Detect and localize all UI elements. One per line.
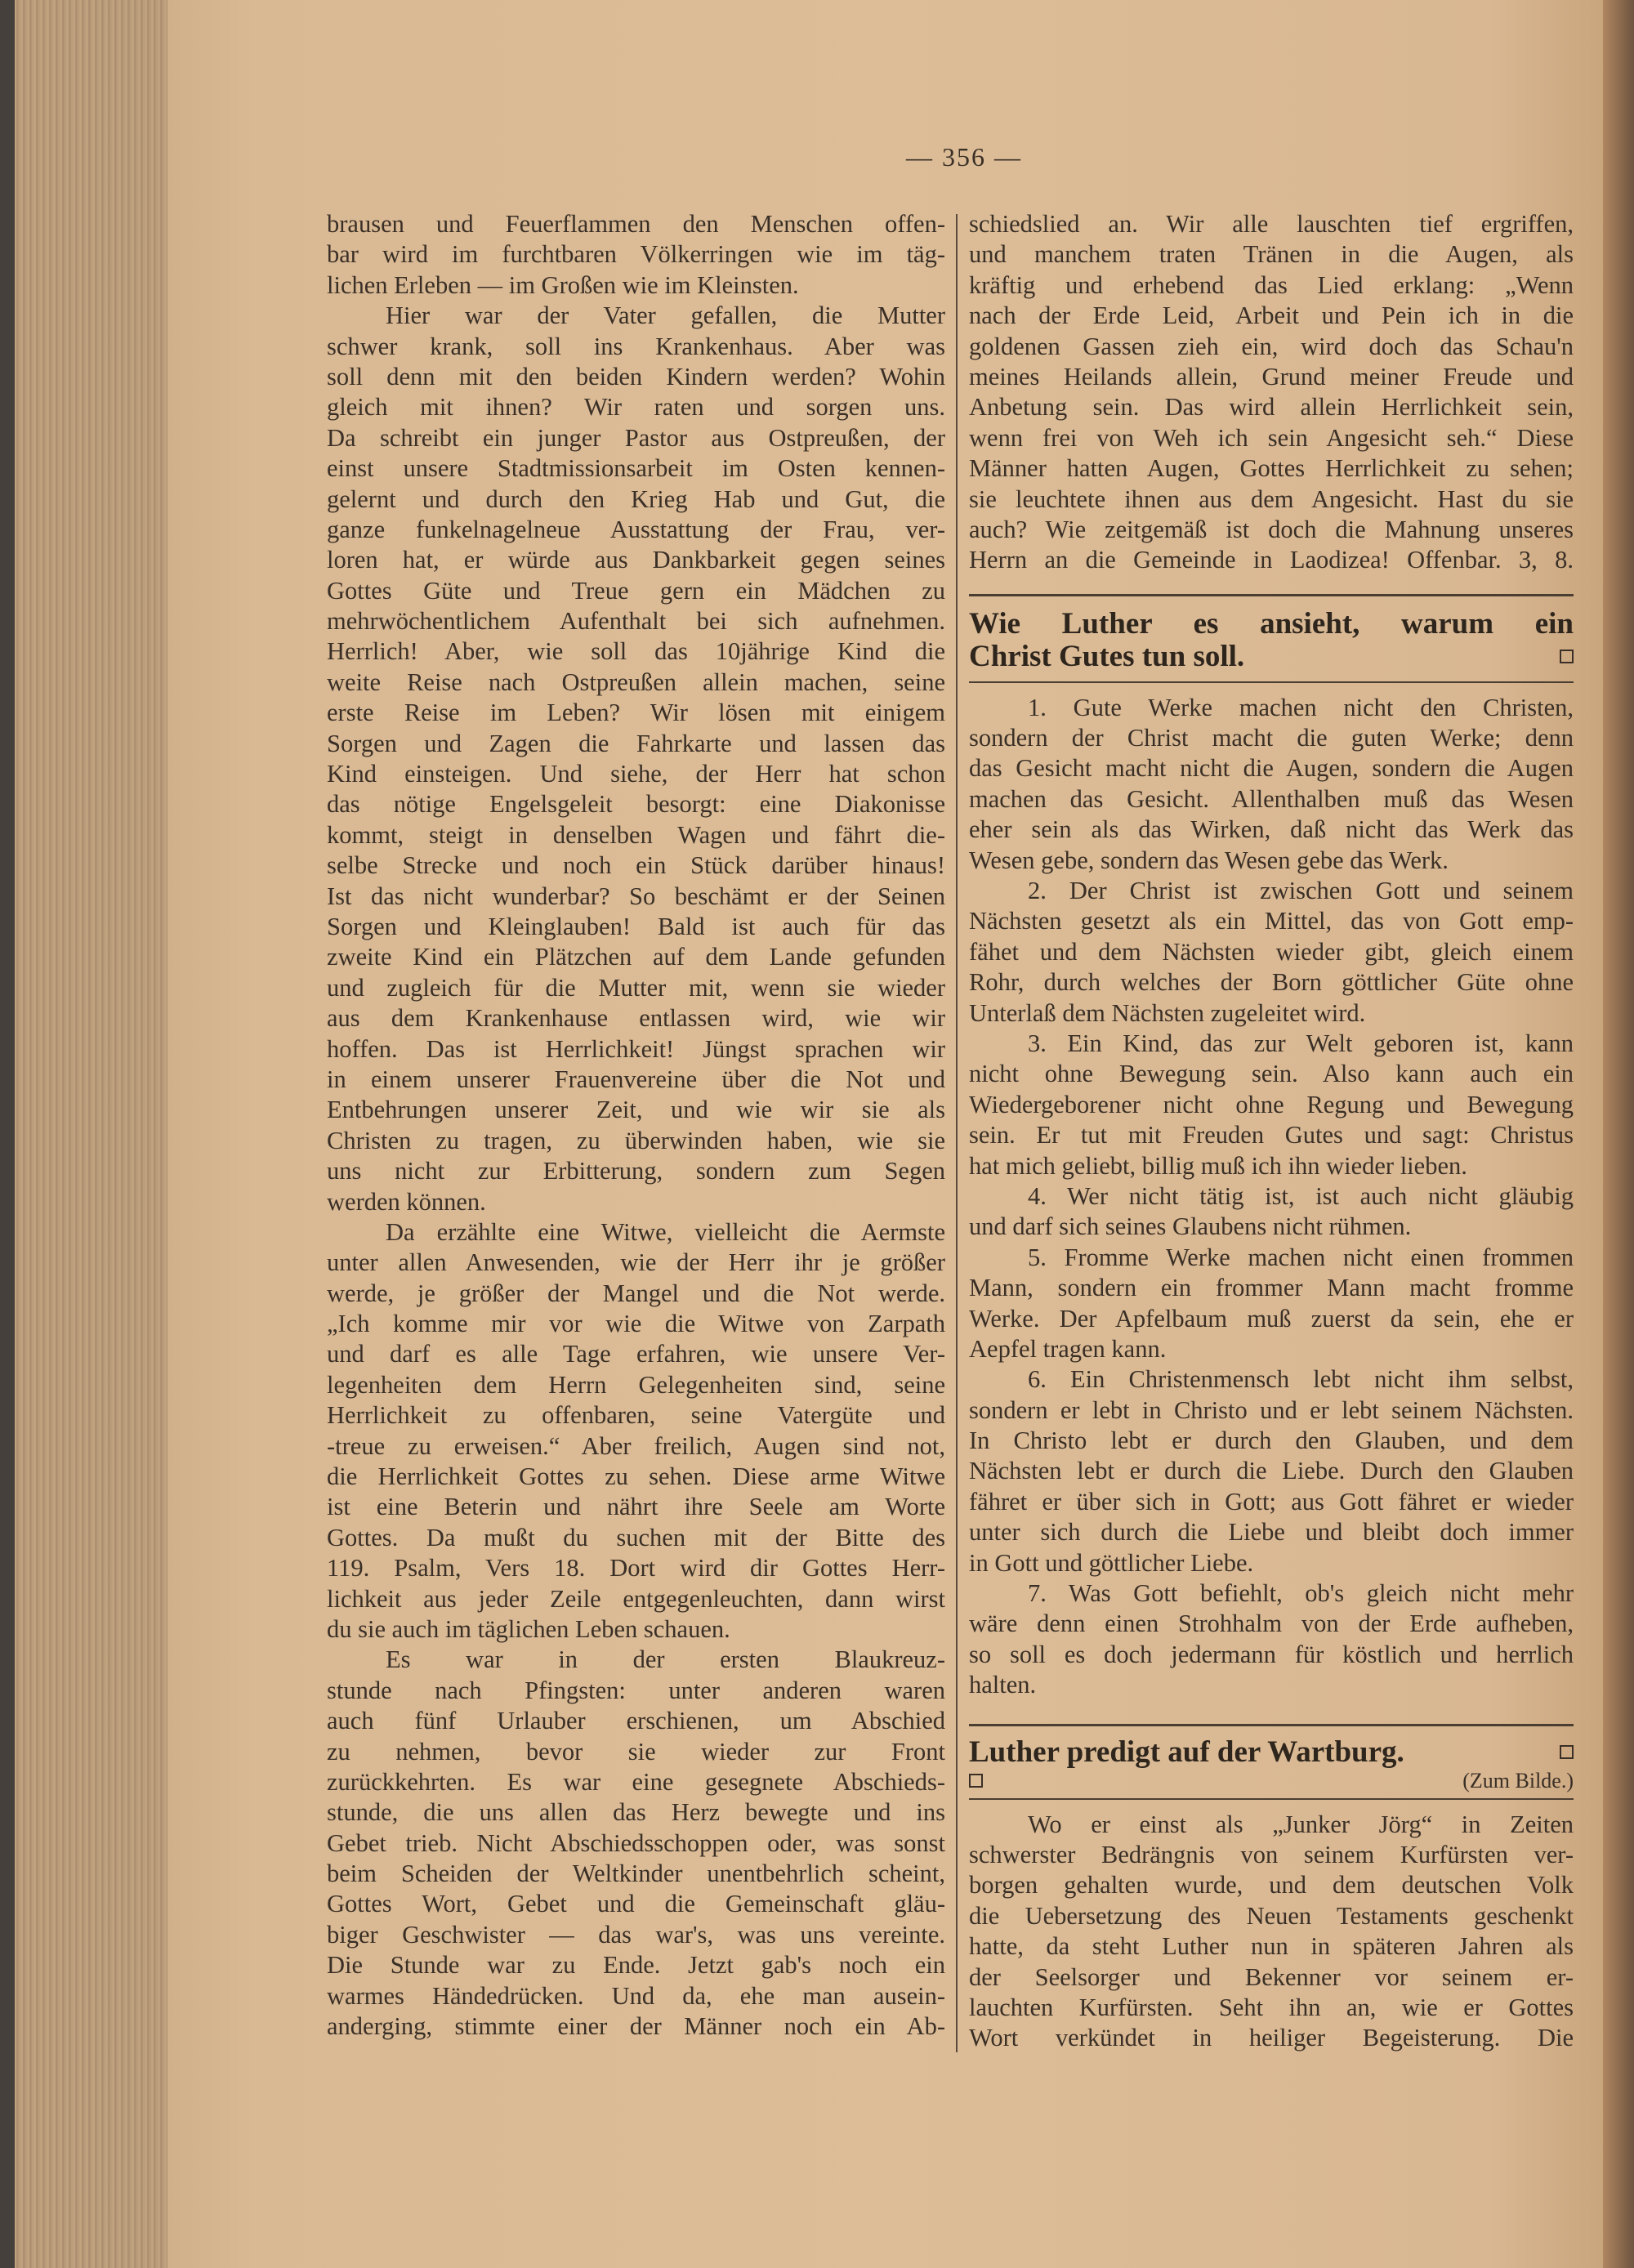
paragraph [969,876,1574,1029]
text-line: so soll es doch jedermann für köstlich und herrlich [969,1640,1574,1668]
text-line: kräftig und erhebend das Lied erklang: „Wenn [969,270,1574,299]
section-rule [969,594,1574,596]
text-line: fähret er über sich in Gott; aus Gott fähret er wieder [969,1487,1574,1516]
text-line: ganze funkelnagelneue Ausstattung der Frau, ver- [327,515,945,543]
paragraph [969,1810,1574,2054]
text-line: lichen Erleben — im Großen wie im Kleinsten. [327,270,799,299]
article-title-line: Christ Gutes tun soll. [969,639,1245,673]
text-line: Wo er einst als „Junker Jörg“ in Zeiten [1028,1810,1574,1838]
section-rule [969,681,1574,683]
text-line: schwer krank, soll ins Krankenhaus. Aber was [327,332,945,360]
text-line: halten. [969,1671,1037,1699]
text-line: Anbetung sein. Das wird allein Herrlichkeit sein, [969,393,1574,422]
text-line: Die Stunde war zu Ende. Jetzt gab's noch ein [327,1951,945,1980]
text-line: gleich mit ihnen? Wir raten und sorgen uns. [327,393,945,422]
text-line: 4. Wer nicht tätig ist, ist auch nicht gläubig [1028,1181,1574,1210]
text-line: stunde nach Pfingsten: unter anderen waren [327,1676,945,1704]
text-line: warmes Händedrücken. Und da, ehe man ausein- [327,1981,945,2010]
book-cover-edge [0,0,15,2268]
right-column [969,209,1574,2054]
paragraph [969,1029,1574,1181]
text-line: Gottes. Da mußt du suchen mit der Bitte des [327,1523,945,1551]
text-line: die Herrlichkeit Gottes zu sehen. Diese arme Witwe [327,1462,945,1491]
text-line: fähet und dem Nächsten wieder gibt, gleich einem [969,937,1574,966]
text-line: hoffen. Das ist Herrlichkeit! Jüngst sprachen wir [327,1034,945,1063]
text-line: 3. Ein Kind, das zur Welt geboren ist, kann [1028,1029,1574,1057]
paragraph [969,1181,1574,1243]
text-line: Rohr, durch welches der Born göttlicher Güte ohne [969,968,1574,997]
text-line: beim Scheiden der Weltkinder unentbehrlich scheint, [327,1859,945,1888]
text-line: auch fünf Urlauber erschienen, um Abschied [327,1707,945,1735]
paragraph [969,693,1574,876]
paragraph [327,209,945,301]
paragraph [969,1578,1574,1701]
text-line: erste Reise im Leben? Wir lösen mit einigem [327,699,945,727]
text-line: Hier war der Vater gefallen, die Mutter [386,301,945,330]
wartburg-article-body [969,1810,1574,2054]
article-title-luther-gutes [969,608,1574,673]
text-line: Gottes Wort, Gebet und die Gemeinschaft gläu- [327,1890,945,1918]
text-line: Ist das nicht wunderbar? So beschämt er der Seinen [327,882,945,910]
text-line: das nötige Engelsgeleit besorgt: eine Diakonisse [327,790,945,819]
text-line: du sie auch im täglichen Leben schauen. [327,1614,730,1643]
text-line: biger Geschwister — das war's, was uns vereinte. [327,1920,945,1949]
text-line: wenn frei von Weh ich sein Angesicht seh.“ Diese [969,423,1574,452]
article-title-wartburg [969,1736,1574,1769]
text-line: Entbehrungen unserer Zeit, und wie wir sie als [327,1096,945,1124]
text-line: nicht ohne Bewegung sein. Also kann auch ein [969,1060,1574,1088]
text-line: sondern er lebt in Christo und er lebt seinem Nächsten. [969,1395,1574,1424]
text-line: Gebet trieb. Nicht Abschiedsschoppen oder, was sonst [327,1828,945,1857]
text-line: Gottes Güte und Treue gern ein Mädchen zu [327,576,945,605]
paragraph [969,209,1574,576]
text-line: nach der Erde Leid, Arbeit und Pein ich in die [969,301,1574,330]
text-line: Unterlaß dem Nächsten zugeleitet wird. [969,998,1366,1027]
text-line: und darf sich seines Glaubens nicht rühmen. [969,1212,1412,1241]
text-line: In Christo lebt er durch den Glauben, und dem [969,1426,1574,1455]
text-line: Kind einsteigen. Und siehe, der Herr hat schon [327,760,945,788]
text-line: Wort verkündet in heiliger Begeisterung. Die [969,2024,1574,2052]
image-caption-reference: (Zum Bilde.) [1462,1768,1574,1793]
text-line: werden können. [327,1187,486,1216]
text-line: meines Heilands allein, Grund meiner Freude und [969,362,1574,391]
text-line: borgen gehalten wurde, und dem deutschen Volk [969,1871,1574,1900]
text-line: Werke. Der Apfelbaum muß zuerst da sein, ehe er [969,1304,1574,1333]
text-line: einst unsere Stadtmissionsarbeit im Osten kennen- [327,454,945,483]
text-line: und manchem traten Tränen in die Augen, als [969,240,1574,269]
text-line: selbe Strecke und noch ein Stück darüber hinaus! [327,851,945,880]
text-line: loren hat, er würde aus Dankbarkeit gegen seines [327,546,945,574]
text-line: eher sein als das Wirken, daß nicht das Werk das [969,815,1574,844]
text-line: 119. Psalm, Vers 18. Dort wird dir Gottes Herr- [327,1554,945,1583]
text-line: in einem unserer Frauenvereine über die Not und [327,1065,945,1093]
text-line: brausen und Feuerflammen den Menschen offen- [327,210,945,238]
book-page-edges [0,0,176,2268]
text-line: hatte, da steht Luther nun in späteren Jahren als [969,1932,1574,1961]
text-line: bar wird im furchtbaren Völkerringen wie im täg- [327,240,945,269]
text-line: in Gott und göttlicher Liebe. [969,1548,1254,1577]
text-line: 7. Was Gott befiehlt, ob's gleich nicht mehr [1028,1579,1574,1608]
text-line: Da erzählte eine Witwe, vielleicht die Aermste [386,1217,945,1246]
page-number: — 356 — [906,142,1022,172]
text-line: schwerster Bedrängnis von seinem Kurfürsten ver- [969,1840,1574,1868]
text-line: Aepfel tragen kann. [969,1334,1167,1363]
text-line: machen das Gesicht. Allenthalben muß das Wesen [969,784,1574,813]
text-line: ist eine Beterin und nährt ihre Seele am Worte [327,1493,945,1521]
text-line: „Ich komme mir vor wie die Witwe von Zarpath [327,1310,945,1338]
text-line: weite Reise nach Ostpreußen allein machen, seine [327,667,945,696]
text-line: lichkeit aus jeder Zeile entgegenleuchten, dann wirst [327,1584,945,1613]
left-column [327,209,945,2042]
text-line: auch? Wie zeitgemäß ist doch die Mahnung unseres [969,515,1574,543]
paragraph [327,1645,945,2042]
text-line: Sorgen und Zagen die Fahrkarte und lassen das [327,729,945,757]
paragraph [969,1364,1574,1578]
text-line: 1. Gute Werke machen nicht den Christen, [1028,693,1574,721]
text-line: Da schreibt ein junger Pastor aus Ostpreußen, der [327,423,945,452]
text-line: Wiedergeborener nicht ohne Regung und Bewegung [969,1090,1574,1118]
text-line: lauchten Kurfürsten. Seht ihn an, wie er Gottes [969,1993,1574,2021]
text-line: sein. Er tut mit Freuden Gutes und sagt: Christus [969,1121,1574,1150]
text-line: hat mich geliebt, billig muß ich ihn wieder lieben. [969,1151,1467,1180]
text-line: Es war in der ersten Blaukreuz- [386,1645,945,1674]
text-line: das Gesicht macht nicht die Augen, sondern die Augen [969,754,1574,783]
continued-paragraph [969,209,1574,576]
text-line: werde, je größer der Mangel und die Not werde. [327,1279,945,1307]
text-line: kommt, steigt in denselben Wagen und fährt die- [327,820,945,849]
text-line: stunde, die uns allen das Herz bewegte und ins [327,1798,945,1827]
text-line: der Seelsorger und Bekenner vor seinem er- [969,1962,1574,1991]
text-line: soll denn mit den beiden Kindern werden? Wohin [327,362,945,391]
text-line: Herrlich! Aber, wie soll das 10jährige Kind die [327,637,945,666]
text-line: Sorgen und Kleinglauben! Bald ist auch für das [327,912,945,940]
text-line: anderging, stimmte einer der Männer noch ein Ab- [327,2012,945,2041]
text-line: Nächsten lebt er durch die Liebe. Durch den Glauben [969,1457,1574,1485]
paragraph [327,1217,945,1645]
text-line: und darf es alle Tage erfahren, wie unsere Ver- [327,1340,945,1368]
text-line: Wesen gebe, sondern das Wesen gebe das Werk. [969,846,1449,874]
text-line: unter sich durch die Liebe und bleibt doch immer [969,1518,1574,1547]
text-line: gelernt und durch den Krieg Hab und Gut, die [327,484,945,513]
text-line: legenheiten dem Herrn Gelegenheiten sind, seine [327,1370,945,1399]
text-line: zu nehmen, bevor sie wieder zur Front [327,1737,945,1766]
text-line: sondern der Christ macht die guten Werke; denn [969,724,1574,752]
column-divider [956,214,958,2052]
text-line: Nächsten gesetzt als ein Mittel, das von Gott emp- [969,907,1574,935]
text-line: goldenen Gassen zieh ein, wird doch das Schau'n [969,332,1574,360]
text-line: zweite Kind ein Plätzchen auf dem Lande gefunden [327,943,945,971]
page-right-edge [1603,0,1634,2268]
text-line: Mann, sondern ein frommer Mann macht fromme [969,1274,1574,1302]
text-line: die Uebersetzung des Neuen Testaments geschenkt [969,1901,1574,1930]
section-rule [969,1724,1574,1726]
text-line: schiedslied an. Wir alle lauschten tief ergriffen, [969,210,1574,238]
text-line: mehrwöchentlichem Aufenthalt bei sich aufnehmen. [327,607,945,636]
section-rule [969,1798,1574,1800]
text-line: Herrn an die Gemeinde in Laodizea! Offenbar. 3, 8. [969,546,1574,574]
text-line: und zugleich für die Mutter mit, wenn sie wieder [327,973,945,1002]
text-line: Christen zu tragen, zu überwinden haben, wie sie [327,1126,945,1154]
paragraph [969,1243,1574,1365]
square-ornament-icon [1560,1745,1574,1759]
text-line: -treue zu erweisen.“ Aber freilich, Augen sind not, [327,1431,945,1460]
square-ornament-icon [1560,650,1574,663]
text-line: aus dem Krankenhause entlassen wird, wie wir [327,1004,945,1033]
text-line: Herrlichkeit zu offenbaren, seine Vatergüte und [327,1401,945,1430]
text-line: zurückkehrten. Es war eine gesegnete Abschieds- [327,1767,945,1796]
text-line: uns nicht zur Erbitterung, sondern zum Segen [327,1157,945,1185]
square-ornament-icon [969,1774,983,1788]
text-line: 2. Der Christ ist zwischen Gott und seinem [1028,877,1574,905]
text-line: Männer hatten Augen, Gottes Herrlichkeit zu sehen; [969,454,1574,483]
text-line: 5. Fromme Werke machen nicht einen frommen [1028,1243,1574,1271]
text-line: 6. Ein Christenmensch lebt nicht ihm selbst, [1028,1365,1574,1394]
paragraph [327,301,945,1217]
text-line: sie leuchtete ihnen aus dem Angesicht. Hast du sie [969,484,1574,513]
luther-sayings-list [969,693,1574,1701]
article-title-line: Wie Luther es ansieht, warum ein [969,606,1574,641]
article-title-text: Luther predigt auf der Wartburg. [969,1734,1404,1769]
text-line: unter allen Anwesenden, wie der Herr ihr je größer [327,1248,945,1277]
text-line: wäre denn einen Strohhalm von der Erde aufheben, [969,1609,1574,1638]
